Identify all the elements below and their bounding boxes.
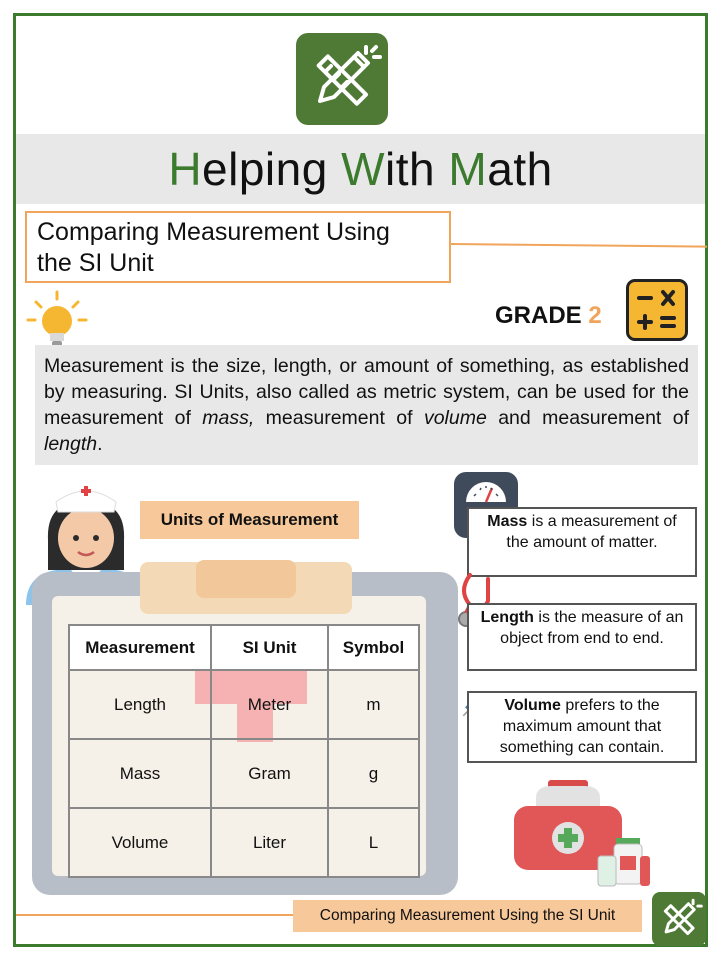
cell-si-unit: Meter [211, 670, 328, 739]
cell-measurement: Mass [69, 739, 211, 808]
lightbulb-icon [26, 290, 88, 352]
footer-line [16, 914, 296, 916]
cell-measurement: Volume [69, 808, 211, 877]
topic-line-1: Comparing Measurement Using [37, 218, 390, 246]
cell-symbol: L [328, 808, 419, 877]
pencil-ruler-logo-small-icon [652, 892, 706, 946]
title-band [16, 134, 705, 204]
cell-si-unit: Liter [211, 808, 328, 877]
table-row [69, 670, 419, 739]
pencil-ruler-logo-icon [296, 33, 388, 125]
units-table [68, 624, 420, 878]
units-of-measurement-label: Units of Measurement [140, 501, 359, 539]
title-part: ith [385, 143, 449, 195]
title-part: H [168, 143, 203, 195]
clipboard-clip-top [196, 560, 296, 598]
grade-number: 2 [588, 302, 602, 329]
title-part: W [341, 143, 386, 195]
cell-si-unit: Gram [211, 739, 328, 808]
topic-line-2: the SI Unit [37, 249, 154, 277]
title-part: M [448, 143, 488, 195]
cell-symbol: m [328, 670, 419, 739]
site-title [168, 142, 552, 196]
length-info-box: Length is the measure of an object from end to end. [467, 603, 697, 671]
title-part: elping [202, 143, 342, 195]
volume-info-box: Volume prefers to the maximum amount that something can contain. [467, 691, 697, 763]
grade-label: GRADE 2 [495, 302, 602, 329]
calculator-icon [626, 279, 688, 341]
table-row [69, 808, 419, 877]
header-si-unit: SI Unit [211, 625, 328, 670]
table-header-row [69, 625, 419, 670]
title-part: ath [487, 143, 553, 195]
header-symbol: Symbol [328, 625, 419, 670]
topic-box [25, 211, 451, 283]
cell-symbol: g [328, 739, 419, 808]
first-aid-kit-icon [512, 778, 650, 890]
footer-topic-label: Comparing Measurement Using the SI Unit [293, 900, 642, 932]
intro-paragraph: Measurement is the size, length, or amount of something, as established by measuring. SI Units, also called as metric system, can be used for the measurement of mass, measurement of volume and measurement of length. [35, 345, 698, 465]
cell-measurement: Length [69, 670, 211, 739]
header-measurement: Measurement [69, 625, 211, 670]
table-row [69, 739, 419, 808]
mass-info-box: Mass is a measurement of the amount of matter. [467, 507, 697, 577]
